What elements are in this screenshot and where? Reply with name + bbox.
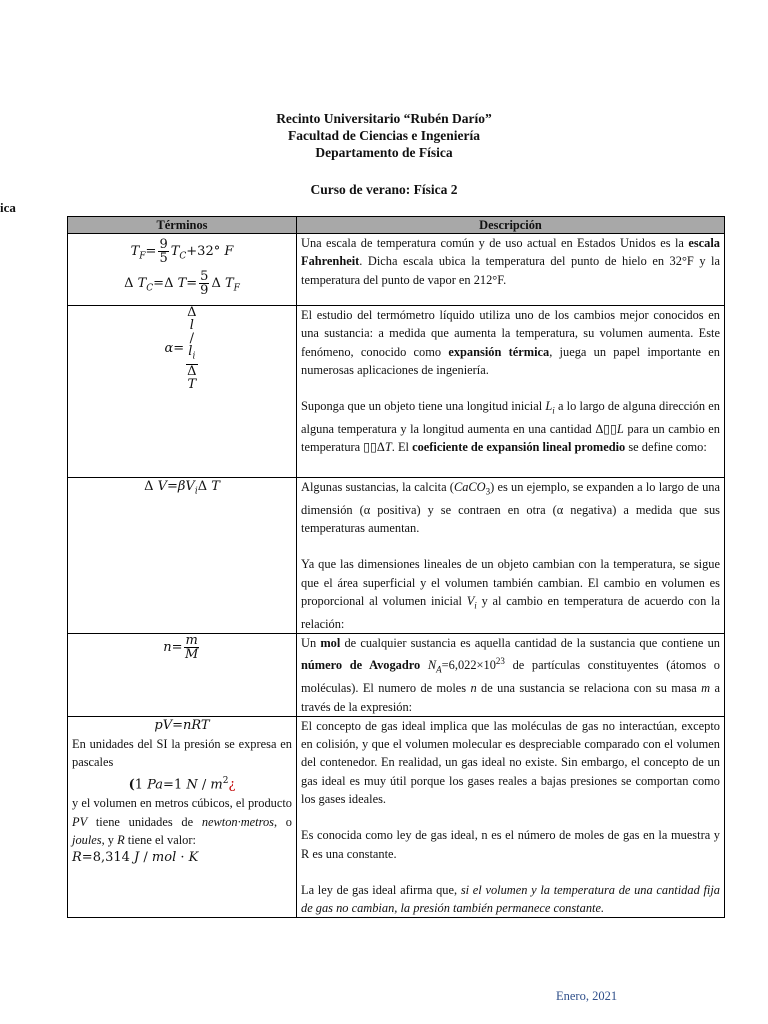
course-title: Curso de verano: Física 2 [310, 182, 458, 197]
description-ideal-gas: El concepto de gas ideal implica que las moléculas de gas no interactúan, excepto en colisión, y que el volumen molecular es despreciable comparado con el volumen del contenedor. En realidad, un gas ideal no existe. Sin embargo, el concepto de un gas ideal es muy útil porque los gases reales a bajas presiones se comportan como los gases ideales. Es conocida como ley de gas ideal, n es el número de moles de gas en la muestra y R es una constante. La ley de gas ideal afirma que, si el volumen y la temperatura de una cantidad fija de gas no cambian, la presión también permanece constante. [297, 716, 725, 918]
term-linear-expansion-formula: α= Δ l / $l_i$ Δ T [68, 306, 297, 478]
table-row [68, 478, 725, 634]
term-moles-formula: n= $\frac{m}{M}$ [68, 634, 297, 717]
term-volume-expansion-formula: Δ $V=\beta V_i\Delta$ T [68, 478, 297, 634]
table-row [68, 716, 725, 918]
description-fahrenheit: Una escala de temperatura común y de uso actual en Estados Unidos es la escala Fahrenheit. Dicha escala ubica la temperatura del punto de hielo en 32°F y la temperatura del punto de vapor en 212°F. [297, 234, 725, 306]
footer-date: Enero, 2021 [556, 989, 618, 1003]
document-header [0, 110, 768, 161]
description-mole: Un mol de cualquier sustancia es aquella cantidad de la sustancia que contiene un número de Avogadro $N_A=6,022\times 10^{23}$ de partículas constituyentes (átomos o moléculas). El numero de moles n de una sustancia se relaciona con su masa m a través de la expresión: [297, 634, 725, 717]
faculty-name: Facultad de Ciencias e Ingeniería [288, 128, 480, 143]
description-thermal-expansion: El estudio del termómetro líquido utiliza uno de los cambios mejor conocidos en una sustancia: a medida que aumenta la temperatura, su volumen aumenta. Este fenómeno, conocido como expansión térmica, juega un papel importante en numerosas aplicaciones de ingeniería. Suponga que un objeto tiene una longitud inicial $L_i$ a lo largo de alguna dirección en alguna temperatura y la longitud aumenta en una cantidad Δ▯▯L para un cambio en temperatura ▯▯ΔT. El coeficiente de expansión lineal promedio se define como: [297, 306, 725, 478]
department-name: Departamento de Física [315, 145, 453, 160]
university-name: Recinto Universitario “Rubén Darío” [276, 111, 492, 126]
column-header-description: Descripción [297, 217, 725, 234]
terms-table [67, 216, 725, 918]
table-row [68, 634, 725, 717]
table-row [68, 306, 725, 478]
clipped-margin-text: ica [0, 200, 16, 215]
description-volume-expansion: Algunas sustancias, la calcita (CaCO$_3$) es un ejemplo, se expanden a lo largo de una dimensión (α positiva) y se contraen en otra (α negativa) a medida que sus temperaturas aumentan. Ya que las dimensiones lineales de un objeto cambian con la temperatura, se sigue que el área superficial y el volumen también cambian. El cambio en volumen es proporcional al volumen inicial $V_i$ y al cambio en temperatura de acuerdo con la relación: [297, 478, 725, 634]
term-fahrenheit-formula: $T_F=$ $\frac{9}{5}$ $T_C+32^\circ$ F Δ $T_C=\Delta$ T= $\frac{5}{9}$ Δ $T_F$ [68, 234, 297, 306]
term-ideal-gas-law: pV=nRT En unidades del SI la presión se expresa en pascales (1 Pa=1 N / $m^2¿$ y el volumen en metros cúbicos, el producto PV tiene unidades de newton·metros, o joules, y R tiene el valor: R=8,314 J / mol · K [68, 716, 297, 918]
column-header-terms: Términos [68, 217, 297, 234]
table-row [68, 234, 725, 306]
